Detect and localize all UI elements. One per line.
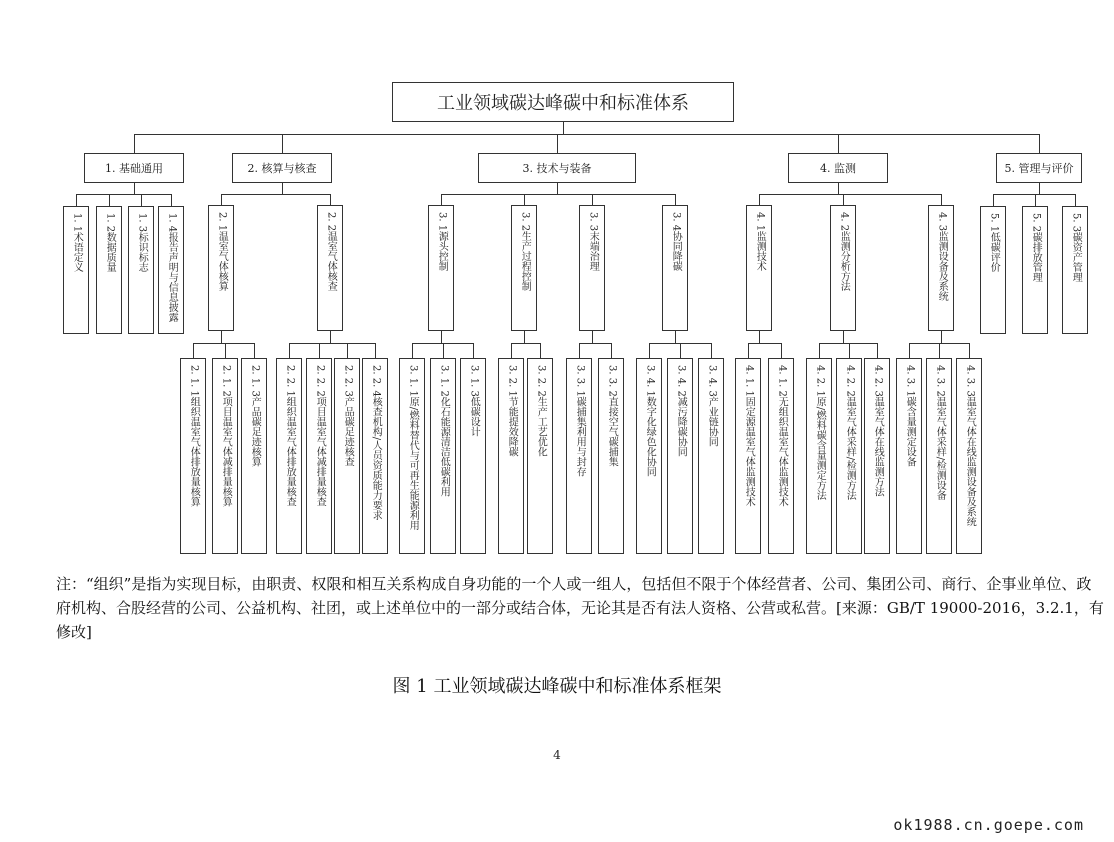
- watermark: ok1988.cn.goepe.com: [893, 816, 1084, 834]
- footnote: 注：“组织”是指为实现目标，由职责、权限和相互关系构成自身功能的一个人或一组人，包括但不限于个体经营者、公司、集团公司、商行、企事业单位、政府机构、合股经营的公司、公益机构、社团，或上述单位中的一部分或结合体，无论其是否有法人资格、公营或私营。[来源：GB/T 19000-2016，3.2.1，有修改]: [56, 575, 1104, 641]
- connector-vertical: [579, 343, 580, 358]
- connector-vertical: [759, 331, 760, 343]
- category-node: 5. 管理与评价: [996, 153, 1082, 183]
- connector-vertical: [843, 331, 844, 343]
- category-node: 4. 监测: [788, 153, 888, 183]
- connector-vertical: [838, 183, 839, 194]
- subcategory-node: [428, 205, 454, 331]
- connector-vertical: [711, 343, 712, 358]
- leaf-node: [362, 358, 388, 554]
- connector-vertical: [675, 194, 676, 205]
- connector-horizontal: [759, 194, 942, 195]
- connector-vertical: [649, 343, 650, 358]
- connector-vertical: [76, 194, 77, 206]
- leaf-node-label: 2. 1. 3产品碳足迹核算: [249, 365, 261, 467]
- leaf-node: [128, 206, 154, 334]
- leaf-node-label: 2. 2. 4核查机构/人员资质能力要求: [370, 365, 382, 521]
- category-node: 3. 技术与装备: [478, 153, 636, 183]
- connector-vertical: [1035, 194, 1036, 206]
- connector-vertical: [563, 122, 564, 134]
- connector-vertical: [557, 183, 558, 194]
- connector-vertical: [347, 343, 348, 358]
- connector-vertical: [941, 194, 942, 205]
- subcategory-node-label: 4. 1监测技术: [754, 212, 766, 272]
- connector-vertical: [193, 343, 194, 358]
- connector-vertical: [443, 343, 444, 358]
- leaf-node-label: 4. 2. 1原/燃料碳含量测定方法: [814, 365, 826, 501]
- subcategory-node-label: 3. 3末端治理: [587, 212, 599, 272]
- leaf-node: [806, 358, 832, 554]
- connector-vertical: [993, 194, 994, 206]
- connector-vertical: [282, 134, 283, 153]
- leaf-node: [956, 358, 982, 554]
- leaf-node: [276, 358, 302, 554]
- subcategory-node: [208, 205, 234, 331]
- leaf-node: [430, 358, 456, 554]
- page-number: 4: [553, 748, 561, 762]
- leaf-node: [158, 206, 184, 334]
- connector-vertical: [141, 194, 142, 206]
- subcategory-node: [830, 205, 856, 331]
- leaf-node-label: 4. 1. 2无组织温室气体监测技术: [776, 365, 788, 507]
- subcategory-node: [579, 205, 605, 331]
- connector-vertical: [511, 343, 512, 358]
- leaf-node-label: 3. 4. 3产业链协同: [706, 365, 718, 447]
- leaf-node-label: 3. 3. 2直接空气碳捕集: [606, 365, 618, 467]
- leaf-node: [334, 358, 360, 554]
- connector-vertical: [171, 194, 172, 206]
- leaf-node-label: 5. 1低碳评价: [988, 213, 1000, 273]
- leaf-node: [864, 358, 890, 554]
- leaf-node: [63, 206, 89, 334]
- leaf-node: [698, 358, 724, 554]
- connector-vertical: [473, 343, 474, 358]
- leaf-node: [566, 358, 592, 554]
- leaf-node-label: 1. 1术语定义: [71, 213, 83, 273]
- leaf-node: [836, 358, 862, 554]
- connector-vertical: [675, 331, 676, 343]
- connector-horizontal: [748, 343, 782, 344]
- connector-vertical: [441, 194, 442, 205]
- leaf-node-label: 3. 1. 1原/燃料替代与可再生能源利用: [407, 365, 419, 531]
- connector-vertical: [819, 343, 820, 358]
- connector-vertical: [441, 331, 442, 343]
- connector-vertical: [109, 194, 110, 206]
- connector-vertical: [748, 343, 749, 358]
- connector-horizontal: [193, 343, 255, 344]
- connector-vertical: [254, 343, 255, 358]
- category-node: 2. 核算与核查: [232, 153, 332, 183]
- connector-vertical: [289, 343, 290, 358]
- connector-vertical: [592, 331, 593, 343]
- connector-horizontal: [76, 194, 172, 195]
- leaf-node-label: 1. 3标识标志: [136, 213, 148, 273]
- leaf-node: [1062, 206, 1088, 334]
- subcategory-node-label: 2. 1温室气体核算: [216, 212, 228, 292]
- leaf-node: [180, 358, 206, 554]
- connector-horizontal: [441, 194, 676, 195]
- leaf-node: [460, 358, 486, 554]
- leaf-node-label: 2. 2. 1组织温室气体排放量核查: [284, 365, 296, 507]
- connector-vertical: [781, 343, 782, 358]
- leaf-node-label: 4. 3. 1碳含量测定设备: [904, 365, 916, 467]
- connector-vertical: [1039, 183, 1040, 194]
- connector-vertical: [592, 194, 593, 205]
- leaf-node-label: 4. 1. 1固定源温室气体监测技术: [743, 365, 755, 507]
- leaf-node: [896, 358, 922, 554]
- connector-vertical: [680, 343, 681, 358]
- subcategory-node: [317, 205, 343, 331]
- subcategory-node: [746, 205, 772, 331]
- leaf-node: [498, 358, 524, 554]
- leaf-node: [241, 358, 267, 554]
- leaf-node-label: 2. 1. 1组织温室气体排放量核算: [188, 365, 200, 507]
- leaf-node-label: 5. 3碳资产管理: [1070, 213, 1082, 283]
- leaf-node: [926, 358, 952, 554]
- connector-horizontal: [579, 343, 612, 344]
- leaf-node-label: 4. 2. 3温室气体在线监测方法: [872, 365, 884, 497]
- connector-horizontal: [134, 134, 1040, 135]
- connector-vertical: [557, 134, 558, 153]
- leaf-node: [667, 358, 693, 554]
- subcategory-node: [928, 205, 954, 331]
- leaf-node-label: 3. 4. 1数字化绿色化协同: [644, 365, 656, 477]
- connector-vertical: [330, 194, 331, 205]
- connector-vertical: [225, 343, 226, 358]
- connector-vertical: [540, 343, 541, 358]
- leaf-node: [636, 358, 662, 554]
- leaf-node-label: 3. 2. 2生产工艺优化: [535, 365, 547, 457]
- connector-vertical: [282, 183, 283, 194]
- connector-vertical: [221, 331, 222, 343]
- connector-vertical: [524, 194, 525, 205]
- leaf-node: [527, 358, 553, 554]
- leaf-node-label: 3. 1. 3低碳设计: [468, 365, 480, 437]
- subcategory-node-label: 4. 2监测分析方法: [838, 212, 850, 292]
- connector-vertical: [524, 331, 525, 343]
- leaf-node-label: 5. 2碳排放管理: [1030, 213, 1042, 283]
- connector-vertical: [909, 343, 910, 358]
- subcategory-node: [511, 205, 537, 331]
- leaf-node-label: 4. 3. 2温室气体采样/检测设备: [934, 365, 946, 501]
- connector-vertical: [849, 343, 850, 358]
- leaf-node: [399, 358, 425, 554]
- leaf-node-label: 2. 2. 2项目温室气体减排量核查: [314, 365, 326, 507]
- leaf-node: [768, 358, 794, 554]
- connector-vertical: [969, 343, 970, 358]
- leaf-node: [96, 206, 122, 334]
- connector-vertical: [412, 343, 413, 358]
- connector-horizontal: [221, 194, 331, 195]
- leaf-node-label: 2. 1. 2项目温室气体减排量核算: [220, 365, 232, 507]
- connector-vertical: [134, 134, 135, 153]
- connector-vertical: [843, 194, 844, 205]
- connector-vertical: [838, 134, 839, 153]
- subcategory-node-label: 3. 1源头控制: [436, 212, 448, 272]
- leaf-node: [598, 358, 624, 554]
- leaf-node-label: 3. 1. 2化石能源清洁低碳利用: [438, 365, 450, 497]
- leaf-node: [735, 358, 761, 554]
- subcategory-node-label: 3. 2生产过程控制: [519, 212, 531, 292]
- connector-vertical: [375, 343, 376, 358]
- connector-vertical: [611, 343, 612, 358]
- subcategory-node-label: 2. 2温室气体核查: [325, 212, 337, 292]
- leaf-node-label: 3. 2. 1节能提效降碳: [506, 365, 518, 457]
- leaf-node-label: 4. 3. 3温室气体在线监测设备及系统: [964, 365, 976, 527]
- subcategory-node-label: 4. 3监测设备及系统: [936, 212, 948, 302]
- subcategory-node: [662, 205, 688, 331]
- connector-horizontal: [511, 343, 541, 344]
- leaf-node-label: 3. 3. 1碳捕集利用与封存: [574, 365, 586, 477]
- connector-vertical: [319, 343, 320, 358]
- connector-vertical: [221, 194, 222, 205]
- connector-vertical: [759, 194, 760, 205]
- leaf-node: [306, 358, 332, 554]
- connector-vertical: [941, 331, 942, 343]
- category-node: 1. 基础通用: [84, 153, 184, 183]
- connector-vertical: [134, 183, 135, 194]
- subcategory-node-label: 3. 4协同降碳: [670, 212, 682, 272]
- leaf-node-label: 4. 2. 2温室气体采样/检测方法: [844, 365, 856, 501]
- connector-vertical: [877, 343, 878, 358]
- connector-vertical: [939, 343, 940, 358]
- connector-horizontal: [289, 343, 376, 344]
- leaf-node-label: 2. 2. 3产品碳足迹核查: [342, 365, 354, 467]
- leaf-node-label: 1. 2数据质量: [104, 213, 116, 273]
- leaf-node: [980, 206, 1006, 334]
- leaf-node-label: 3. 4. 2减污降碳协同: [675, 365, 687, 457]
- leaf-node-label: 1. 4报告声明与信息披露: [166, 213, 178, 323]
- connector-vertical: [1075, 194, 1076, 206]
- leaf-node: [212, 358, 238, 554]
- leaf-node: [1022, 206, 1048, 334]
- connector-vertical: [1039, 134, 1040, 153]
- figure-caption: 图 1 工业领域碳达峰碳中和标准体系框架: [392, 676, 722, 697]
- root-node: 工业领域碳达峰碳中和标准体系: [392, 82, 734, 122]
- connector-vertical: [330, 331, 331, 343]
